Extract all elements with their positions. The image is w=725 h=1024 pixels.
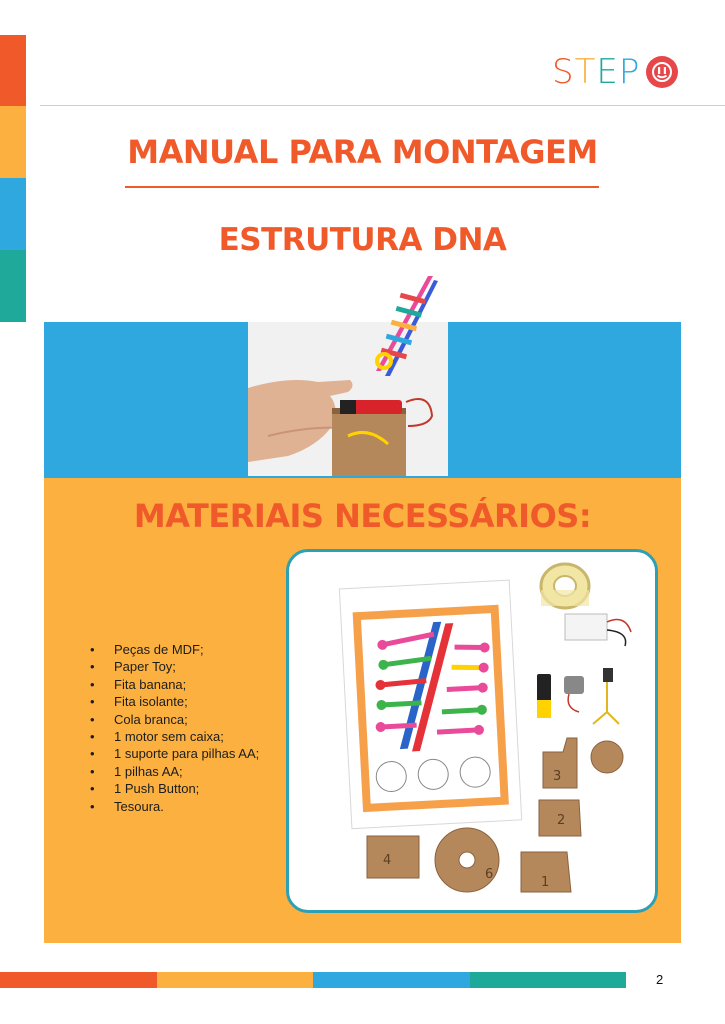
battery-holder [565,614,631,646]
logo-text: STEP [552,52,641,92]
footer-strip-teal [470,972,626,988]
list-item: • 1 Push Button; [90,780,259,797]
mdf-label-6: 6 [485,867,494,882]
mdf-label-4: 4 [383,853,392,868]
mdf-label-1: 1 [541,875,550,890]
list-item: • 1 suporte para pilhas AA; [90,745,259,762]
materials-list [90,641,259,815]
push-button [593,668,619,724]
motor [564,676,584,712]
list-item: • Tesoura. [90,798,259,815]
footer-strip-orange [0,972,157,988]
side-strip-orange [0,35,26,106]
tape-roll [541,564,589,608]
list-item: • Fita banana; [90,676,259,693]
side-strip-teal [0,250,26,322]
list-item: • Peças de MDF; [90,641,259,658]
page-title: MANUAL PARA MONTAGEM [127,133,598,171]
battery [537,674,551,718]
footer-strip-yellow [157,972,313,988]
title-divider [125,186,599,188]
step-logo [552,50,687,94]
list-item: • Paper Toy; [90,658,259,675]
mdf-label-3: 3 [553,769,562,784]
paper-toy-sheet [339,580,521,829]
smiley-badge-icon [646,56,678,88]
list-item: • Cola branca; [90,711,259,728]
materials-heading: MATERIAIS NECESSÁRIOS: [133,497,592,535]
page-subtitle: ESTRUTURA DNA [218,222,507,258]
hero-dna-model-image [248,276,448,476]
header-divider [40,105,725,106]
list-item: • 1 motor sem caixa; [90,728,259,745]
materials-photo-frame [286,549,658,913]
list-item: • Fita isolante; [90,693,259,710]
mdf-label-2: 2 [557,813,566,828]
materials-photo [289,552,655,910]
list-item: • 1 pilhas AA; [90,763,259,780]
footer-strip-blue [313,972,470,988]
page-number: 2 [656,972,664,987]
